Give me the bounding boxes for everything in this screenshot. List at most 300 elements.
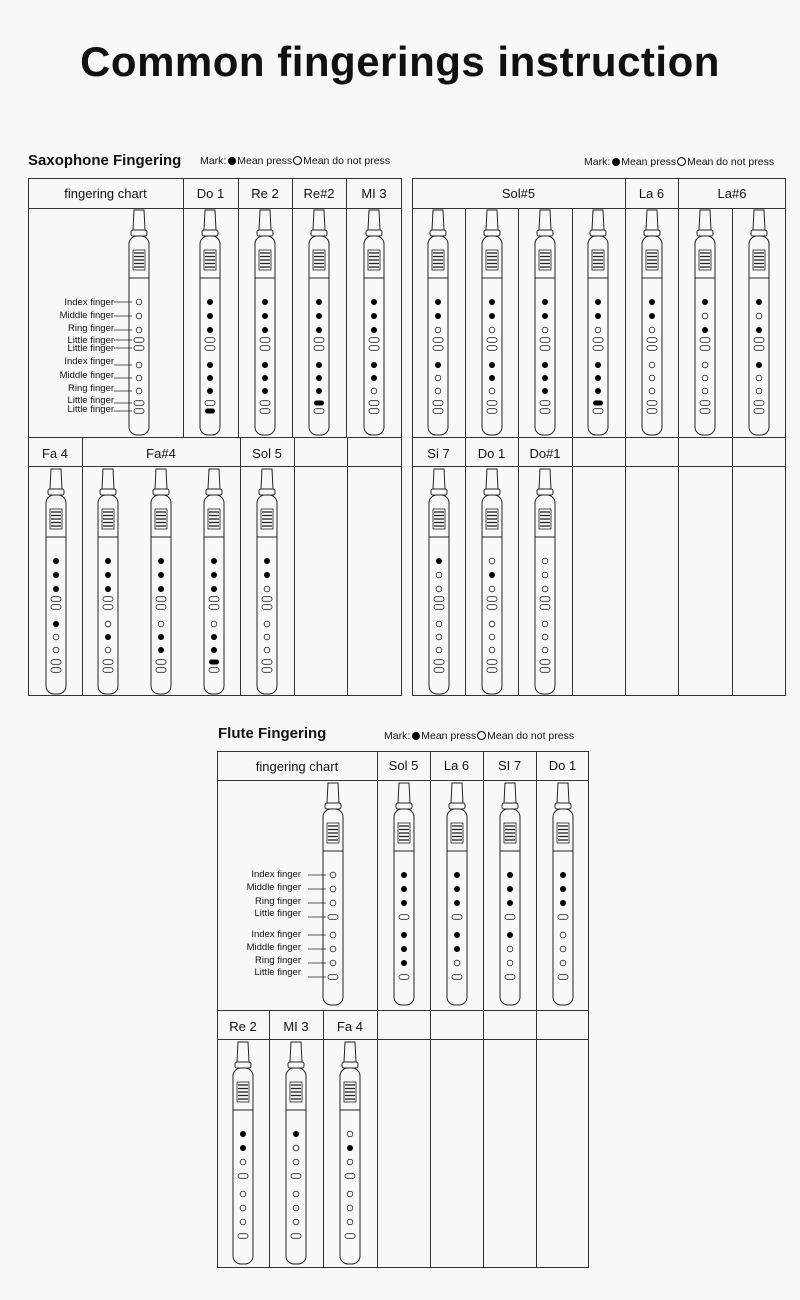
legend-not-press: Mean do not press xyxy=(487,730,575,742)
header-la6-sharp: La#6 xyxy=(717,186,747,201)
neck-ring xyxy=(259,489,275,495)
open-hole xyxy=(347,1131,353,1137)
open-hole xyxy=(507,960,513,966)
flute-reference-drawing xyxy=(308,783,343,1005)
pressed-hole xyxy=(207,375,213,381)
flute-re2-drawing xyxy=(233,1042,253,1264)
pressed-hole xyxy=(211,647,217,653)
pressed-hole xyxy=(489,572,495,578)
open-hole xyxy=(293,1159,299,1165)
open-hole xyxy=(264,647,270,653)
legend-press: Mean press xyxy=(421,730,477,742)
neck-ring xyxy=(751,230,767,236)
open-hole xyxy=(542,572,548,578)
open-key xyxy=(328,975,338,980)
finger-label: Ring finger xyxy=(255,896,301,907)
mouthpiece xyxy=(592,210,604,230)
open-key xyxy=(487,401,497,406)
open-key xyxy=(558,975,568,980)
open-key xyxy=(505,915,515,920)
pressed-hole xyxy=(435,362,441,368)
sax-la6-drawing xyxy=(642,210,662,435)
open-hole xyxy=(264,634,270,640)
finger-label: Middle finger xyxy=(246,882,301,893)
open-key xyxy=(260,409,270,414)
open-hole xyxy=(211,621,217,627)
open-key xyxy=(487,605,497,610)
sax-la6-sharp-drawing-b xyxy=(749,210,769,435)
pressed-hole xyxy=(316,362,322,368)
open-hole xyxy=(436,586,442,592)
pressed-hole xyxy=(240,1145,246,1151)
flute-header-la6: La 6 xyxy=(443,758,470,773)
open-hole xyxy=(293,1145,299,1151)
pressed-hole xyxy=(595,362,601,368)
open-hole xyxy=(507,946,513,952)
open-key xyxy=(134,338,144,343)
open-key xyxy=(262,605,272,610)
legend-prefix: Mark: xyxy=(384,730,411,742)
open-key xyxy=(238,1174,248,1179)
neck-ring xyxy=(502,803,518,809)
pressed-hole xyxy=(560,900,566,906)
mouthpiece xyxy=(290,1042,302,1062)
open-hole xyxy=(560,946,566,952)
open-hole xyxy=(489,327,495,333)
open-key xyxy=(487,660,497,665)
open-key xyxy=(103,597,113,602)
pressed-hole xyxy=(158,558,164,564)
pressed-hole xyxy=(211,572,217,578)
pressed-hole xyxy=(105,572,111,578)
legend-press: Mean press xyxy=(621,156,677,168)
neck-ring xyxy=(555,803,571,809)
pressed-hole xyxy=(542,299,548,305)
pressed-hole xyxy=(560,886,566,892)
open-hole xyxy=(436,621,442,627)
pressed-hole xyxy=(316,327,322,333)
page-title: Common fingerings instruction xyxy=(80,38,720,85)
open-hole xyxy=(435,327,441,333)
neck-ring xyxy=(590,230,606,236)
open-hole xyxy=(136,362,142,368)
pressed-hole xyxy=(454,900,460,906)
open-key xyxy=(238,1234,248,1239)
pressed-hole xyxy=(293,1131,299,1137)
pressed-hole xyxy=(507,932,513,938)
open-key xyxy=(51,660,61,665)
open-key xyxy=(540,346,550,351)
open-key xyxy=(134,401,144,406)
open-key xyxy=(700,338,710,343)
pressed-hole xyxy=(756,362,762,368)
open-hole xyxy=(542,621,548,627)
pressed-hole xyxy=(262,388,268,394)
open-key xyxy=(262,597,272,602)
neck-ring xyxy=(697,230,713,236)
open-hole xyxy=(330,886,336,892)
open-key xyxy=(700,346,710,351)
open-key xyxy=(134,409,144,414)
mouthpiece xyxy=(208,469,220,489)
open-hole xyxy=(330,900,336,906)
pressed-hole xyxy=(454,932,460,938)
mouthpiece xyxy=(155,469,167,489)
open-hole xyxy=(489,621,495,627)
open-key xyxy=(452,975,462,980)
open-key xyxy=(399,975,409,980)
open-key xyxy=(647,401,657,406)
pressed-hole xyxy=(262,362,268,368)
pressed-hole xyxy=(507,872,513,878)
header-sol5-sharp: Sol#5 xyxy=(501,186,536,201)
open-key xyxy=(205,338,215,343)
open-key xyxy=(434,668,444,673)
header-fa4-sharp: Fa#4 xyxy=(146,446,176,461)
sax-sol5-drawing xyxy=(257,469,277,694)
pressed-hole xyxy=(240,1131,246,1137)
pressed-hole xyxy=(401,900,407,906)
pressed-hole xyxy=(542,362,548,368)
open-hole xyxy=(542,327,548,333)
neck-ring xyxy=(431,489,447,495)
open-key xyxy=(209,668,219,673)
pressed-hole xyxy=(158,572,164,578)
finger-label: Little finger xyxy=(67,395,114,406)
header-do1: Do 1 xyxy=(196,186,225,201)
finger-label: Ring finger xyxy=(68,383,114,394)
open-key xyxy=(260,401,270,406)
open-key xyxy=(369,338,379,343)
open-key xyxy=(452,915,462,920)
open-key xyxy=(260,346,270,351)
open-key xyxy=(156,668,166,673)
open-hole xyxy=(702,313,708,319)
finger-label: Middle finger xyxy=(59,370,114,381)
open-key xyxy=(487,668,497,673)
neck-ring xyxy=(342,1062,358,1068)
pressed-hole xyxy=(371,362,377,368)
open-key xyxy=(433,338,443,343)
open-hole xyxy=(330,960,336,966)
open-key xyxy=(51,597,61,602)
sax-si7-drawing xyxy=(429,469,449,694)
open-hole xyxy=(293,1219,299,1225)
open-hole xyxy=(105,621,111,627)
flute-la6-drawing xyxy=(447,783,467,1005)
legend-prefix: Mark: xyxy=(200,155,227,167)
open-hole xyxy=(136,375,142,381)
open-key xyxy=(487,346,497,351)
pressed-hole xyxy=(371,375,377,381)
mouthpiece xyxy=(237,1042,249,1062)
flute-si7-drawing xyxy=(500,783,520,1005)
neck-ring xyxy=(206,489,222,495)
pressed-hole xyxy=(454,946,460,952)
open-hole xyxy=(702,388,708,394)
open-hole xyxy=(489,558,495,564)
neck-ring xyxy=(131,230,147,236)
sax-re2-sharp-drawing xyxy=(309,210,329,435)
pressed-hole xyxy=(53,586,59,592)
header-mi3: MI 3 xyxy=(361,186,387,201)
open-key xyxy=(369,409,379,414)
open-hole xyxy=(436,572,442,578)
sax-mi3-drawing xyxy=(364,210,384,435)
open-key xyxy=(156,605,166,610)
open-key xyxy=(399,915,409,920)
mouthpiece xyxy=(259,210,271,230)
sax-sol5-sharp-drawing-c xyxy=(535,210,555,435)
mouthpiece xyxy=(50,469,62,489)
pressed-hole xyxy=(542,313,548,319)
pressed-hole xyxy=(262,375,268,381)
pressed-hole xyxy=(702,299,708,305)
sax-do1-sharp-drawing xyxy=(535,469,555,694)
flute-chart-label: fingering chart xyxy=(255,759,339,774)
open-key xyxy=(647,338,657,343)
open-hole xyxy=(542,647,548,653)
open-hole xyxy=(105,647,111,653)
open-hole xyxy=(542,558,548,564)
pressed-hole xyxy=(489,362,495,368)
pressed-hole xyxy=(401,932,407,938)
neck-ring xyxy=(644,230,660,236)
mouthpiece xyxy=(539,469,551,489)
open-hole xyxy=(649,362,655,368)
mouthpiece xyxy=(313,210,325,230)
flute-sol5-drawing xyxy=(394,783,414,1005)
open-key xyxy=(647,409,657,414)
pressed-hole xyxy=(401,960,407,966)
mouthpiece xyxy=(699,210,711,230)
header-sol5: Sol 5 xyxy=(252,446,282,461)
pressed-hole xyxy=(262,299,268,305)
pressed-hole xyxy=(454,872,460,878)
open-key xyxy=(156,660,166,665)
pressed-hole xyxy=(316,375,322,381)
pressed-hole xyxy=(542,388,548,394)
open-hole xyxy=(649,388,655,394)
sax-fa4-sharp-drawing-b xyxy=(151,469,171,694)
open-key xyxy=(103,660,113,665)
open-hole xyxy=(158,621,164,627)
open-key xyxy=(51,605,61,610)
pressed-hole xyxy=(207,362,213,368)
open-key xyxy=(134,346,144,351)
neck-ring xyxy=(484,230,500,236)
pressed-hole xyxy=(53,621,59,627)
pressed-hole xyxy=(53,572,59,578)
neck-ring xyxy=(537,230,553,236)
open-key xyxy=(700,409,710,414)
open-key xyxy=(487,409,497,414)
flute-header-fa4: Fa 4 xyxy=(336,1019,363,1034)
pressed-hole xyxy=(542,375,548,381)
finger-label: Middle finger xyxy=(59,310,114,321)
pressed-key xyxy=(314,401,324,406)
mouthpiece xyxy=(327,783,339,803)
mouthpiece xyxy=(557,783,569,803)
pressed-hole xyxy=(371,299,377,305)
open-hole xyxy=(756,313,762,319)
mouthpiece xyxy=(261,469,273,489)
pressed-hole xyxy=(264,558,270,564)
sax-do1-drawing xyxy=(200,210,220,435)
header-re2: Re 2 xyxy=(251,186,279,201)
pressed-hole xyxy=(371,313,377,319)
open-hole xyxy=(542,586,548,592)
neck-ring xyxy=(202,230,218,236)
pressed-hole xyxy=(207,388,213,394)
open-hole xyxy=(702,362,708,368)
pressed-hole xyxy=(316,299,322,305)
finger-label: Ring finger xyxy=(255,955,301,966)
open-key xyxy=(700,401,710,406)
open-key xyxy=(291,1234,301,1239)
pressed-hole xyxy=(401,946,407,952)
pressed-hole xyxy=(105,558,111,564)
pressed-hole xyxy=(454,886,460,892)
mouthpiece xyxy=(646,210,658,230)
sax-chart-label: fingering chart xyxy=(64,186,147,201)
sax-fa4-sharp-drawing-a xyxy=(98,469,118,694)
pressed-hole xyxy=(401,886,407,892)
pressed-hole xyxy=(560,872,566,878)
pressed-hole xyxy=(262,313,268,319)
pressed-hole xyxy=(347,1145,353,1151)
open-hole xyxy=(264,586,270,592)
legend-not-press: Mean do not press xyxy=(687,156,775,168)
flute-do1-drawing xyxy=(553,783,573,1005)
pressed-hole xyxy=(489,313,495,319)
open-hole xyxy=(489,586,495,592)
pressed-hole xyxy=(158,634,164,640)
pressed-hole xyxy=(158,586,164,592)
finger-label: Index finger xyxy=(251,929,301,940)
open-hole xyxy=(293,1191,299,1197)
mouthpiece xyxy=(753,210,765,230)
open-key xyxy=(209,605,219,610)
open-key xyxy=(262,668,272,673)
open-key xyxy=(433,346,443,351)
open-key xyxy=(291,1174,301,1179)
sax-fa4-drawing xyxy=(46,469,66,694)
header-re2-sharp: Re#2 xyxy=(303,186,335,201)
pressed-hole xyxy=(158,647,164,653)
open-key xyxy=(103,668,113,673)
pressed-hole xyxy=(207,313,213,319)
neck-ring xyxy=(100,489,116,495)
mouthpiece xyxy=(433,469,445,489)
neck-ring xyxy=(484,489,500,495)
open-hole xyxy=(136,327,142,333)
open-key xyxy=(487,597,497,602)
pressed-hole xyxy=(207,327,213,333)
sax-sol5-sharp-drawing-d xyxy=(588,210,608,435)
open-key xyxy=(540,605,550,610)
finger-label: Index finger xyxy=(64,356,114,367)
open-key xyxy=(345,1174,355,1179)
open-hole xyxy=(53,634,59,640)
open-key xyxy=(433,409,443,414)
open-hole xyxy=(756,388,762,394)
mouthpiece xyxy=(344,1042,356,1062)
mouthpiece xyxy=(102,469,114,489)
open-hole xyxy=(136,313,142,319)
finger-label: Index finger xyxy=(251,869,301,880)
open-hole xyxy=(649,375,655,381)
pressed-hole xyxy=(211,586,217,592)
open-key xyxy=(754,346,764,351)
open-key xyxy=(540,597,550,602)
finger-label: Ring finger xyxy=(68,323,114,334)
flute-header-mi3: MI 3 xyxy=(283,1019,309,1034)
pressed-hole xyxy=(649,299,655,305)
pressed-hole xyxy=(264,572,270,578)
open-hole xyxy=(371,388,377,394)
flute-fa4-drawing xyxy=(340,1042,360,1264)
pressed-hole xyxy=(595,388,601,394)
open-key xyxy=(540,660,550,665)
open-hole xyxy=(436,634,442,640)
open-key xyxy=(540,409,550,414)
open-hole xyxy=(489,647,495,653)
open-key xyxy=(314,346,324,351)
legend-press: Mean press xyxy=(237,155,293,167)
open-key xyxy=(487,338,497,343)
open-hole xyxy=(560,932,566,938)
open-key xyxy=(314,338,324,343)
open-hole xyxy=(595,327,601,333)
flute-header-do1: Do 1 xyxy=(548,758,577,773)
open-hole xyxy=(330,872,336,878)
open-key xyxy=(103,605,113,610)
neck-ring xyxy=(48,489,64,495)
neck-ring xyxy=(537,489,553,495)
open-hole xyxy=(560,960,566,966)
finger-label: Little finger xyxy=(67,404,114,415)
finger-label: Little finger xyxy=(254,967,301,978)
sax-sol5-sharp-drawing-a xyxy=(428,210,448,435)
open-hole xyxy=(435,388,441,394)
open-key xyxy=(314,409,324,414)
flute-header-sol5: Sol 5 xyxy=(388,758,419,773)
finger-label: Middle finger xyxy=(246,942,301,953)
header-do1-sharp: Do#1 xyxy=(529,446,561,461)
open-key xyxy=(51,668,61,673)
open-hole xyxy=(489,634,495,640)
open-key xyxy=(754,338,764,343)
legend-prefix: Mark: xyxy=(584,156,611,168)
open-hole xyxy=(136,299,142,305)
open-hole xyxy=(435,375,441,381)
open-hole xyxy=(347,1191,353,1197)
mouthpiece xyxy=(486,210,498,230)
neck-ring xyxy=(153,489,169,495)
flute-header-si7: SI 7 xyxy=(497,758,522,773)
mouthpiece xyxy=(368,210,380,230)
pressed-hole xyxy=(435,299,441,305)
open-hole xyxy=(347,1205,353,1211)
open-hole xyxy=(542,634,548,640)
pressed-hole xyxy=(595,375,601,381)
open-key xyxy=(593,338,603,343)
open-hole xyxy=(293,1205,299,1211)
header-do1-high: Do 1 xyxy=(477,446,506,461)
mouthpiece xyxy=(504,783,516,803)
pressed-hole xyxy=(489,299,495,305)
